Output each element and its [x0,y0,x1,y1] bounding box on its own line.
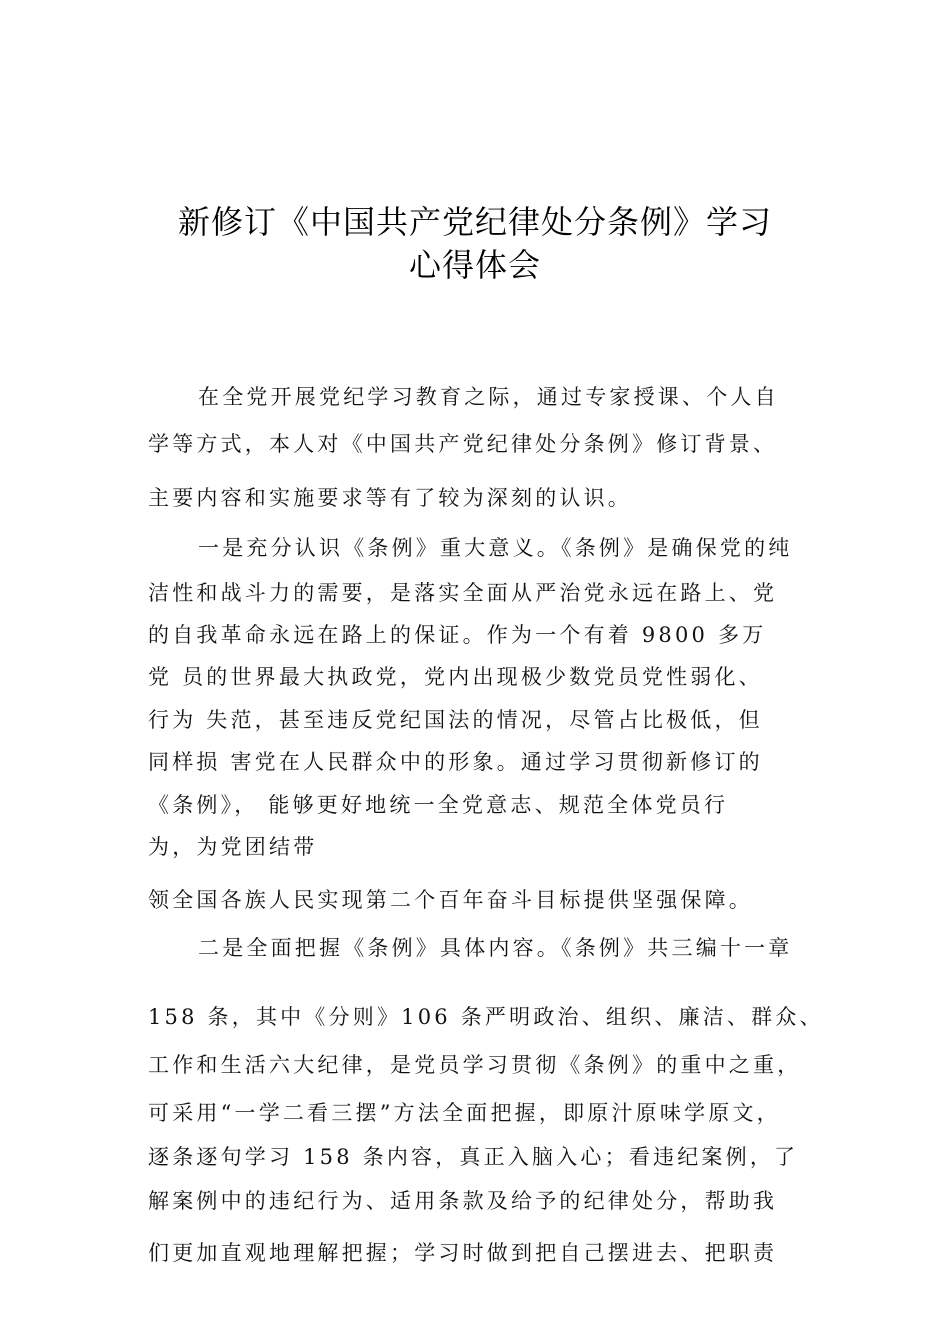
body-line: 领全国各族人民实现第二个百年奋斗目标提供坚强保障。 [148,888,753,912]
body-line: 工作和生活六大纪律，是党员学习贯彻《条例》的重中之重， [148,1053,802,1077]
body-line: 为，为党团结带 [148,835,318,859]
body-line: 二是全面把握《条例》具体内容。《条例》共三编十一章 [198,936,793,960]
document-title-line-2: 心得体会 [408,246,541,284]
body-line: 主要内容和实施要求等有了较为深刻的认识。 [148,486,632,510]
body-line: 在全党开展党纪学习教育之际，通过专家授课、个人自 [198,385,779,409]
body-line: 党 员的世界最大执政党，党内出现极少数党员党性弱化、 [148,665,763,689]
body-line: 行为 失范，甚至违反党纪国法的情况，尽管占比极低，但 [148,708,763,732]
body-line: 逐条逐句学习 158 条内容，真正入脑入心；看违纪案例，了 [148,1145,799,1169]
body-line: 们更加直观地理解把握；学习时做到把自己摆进去、把职责 [148,1241,778,1265]
body-line: 学等方式，本人对《中国共产党纪律处分条例》修订背景、 [148,432,778,456]
body-line: 《条例》， 能够更好地统一全党意志、规范全体党员行 [148,793,729,817]
body-line: 的自我革命永远在路上的保证。作为一个有着 9800 多万 [148,623,767,647]
body-line: 洁性和战斗力的需要，是落实全面从严治党永远在路上、党 [148,581,778,605]
body-line: 一是充分认识《条例》重大意义。《条例》是确保党的纯 [198,536,793,560]
body-line: 158 条，其中《分则》106 条严明政治、组织、廉洁、群众、 [148,1005,824,1029]
document-title-line-1: 新修订《中国共产党纪律处分条例》学习 [177,203,772,241]
body-line: 可采用“一学二看三摆”方法全面把握，即原汁原味学原文， [148,1101,781,1125]
body-line: 解案例中的违纪行为、适用条款及给予的纪律处分，帮助我 [148,1189,778,1213]
body-line: 同样损 害党在人民群众中的形象。通过学习贯彻新修订的 [148,750,763,774]
